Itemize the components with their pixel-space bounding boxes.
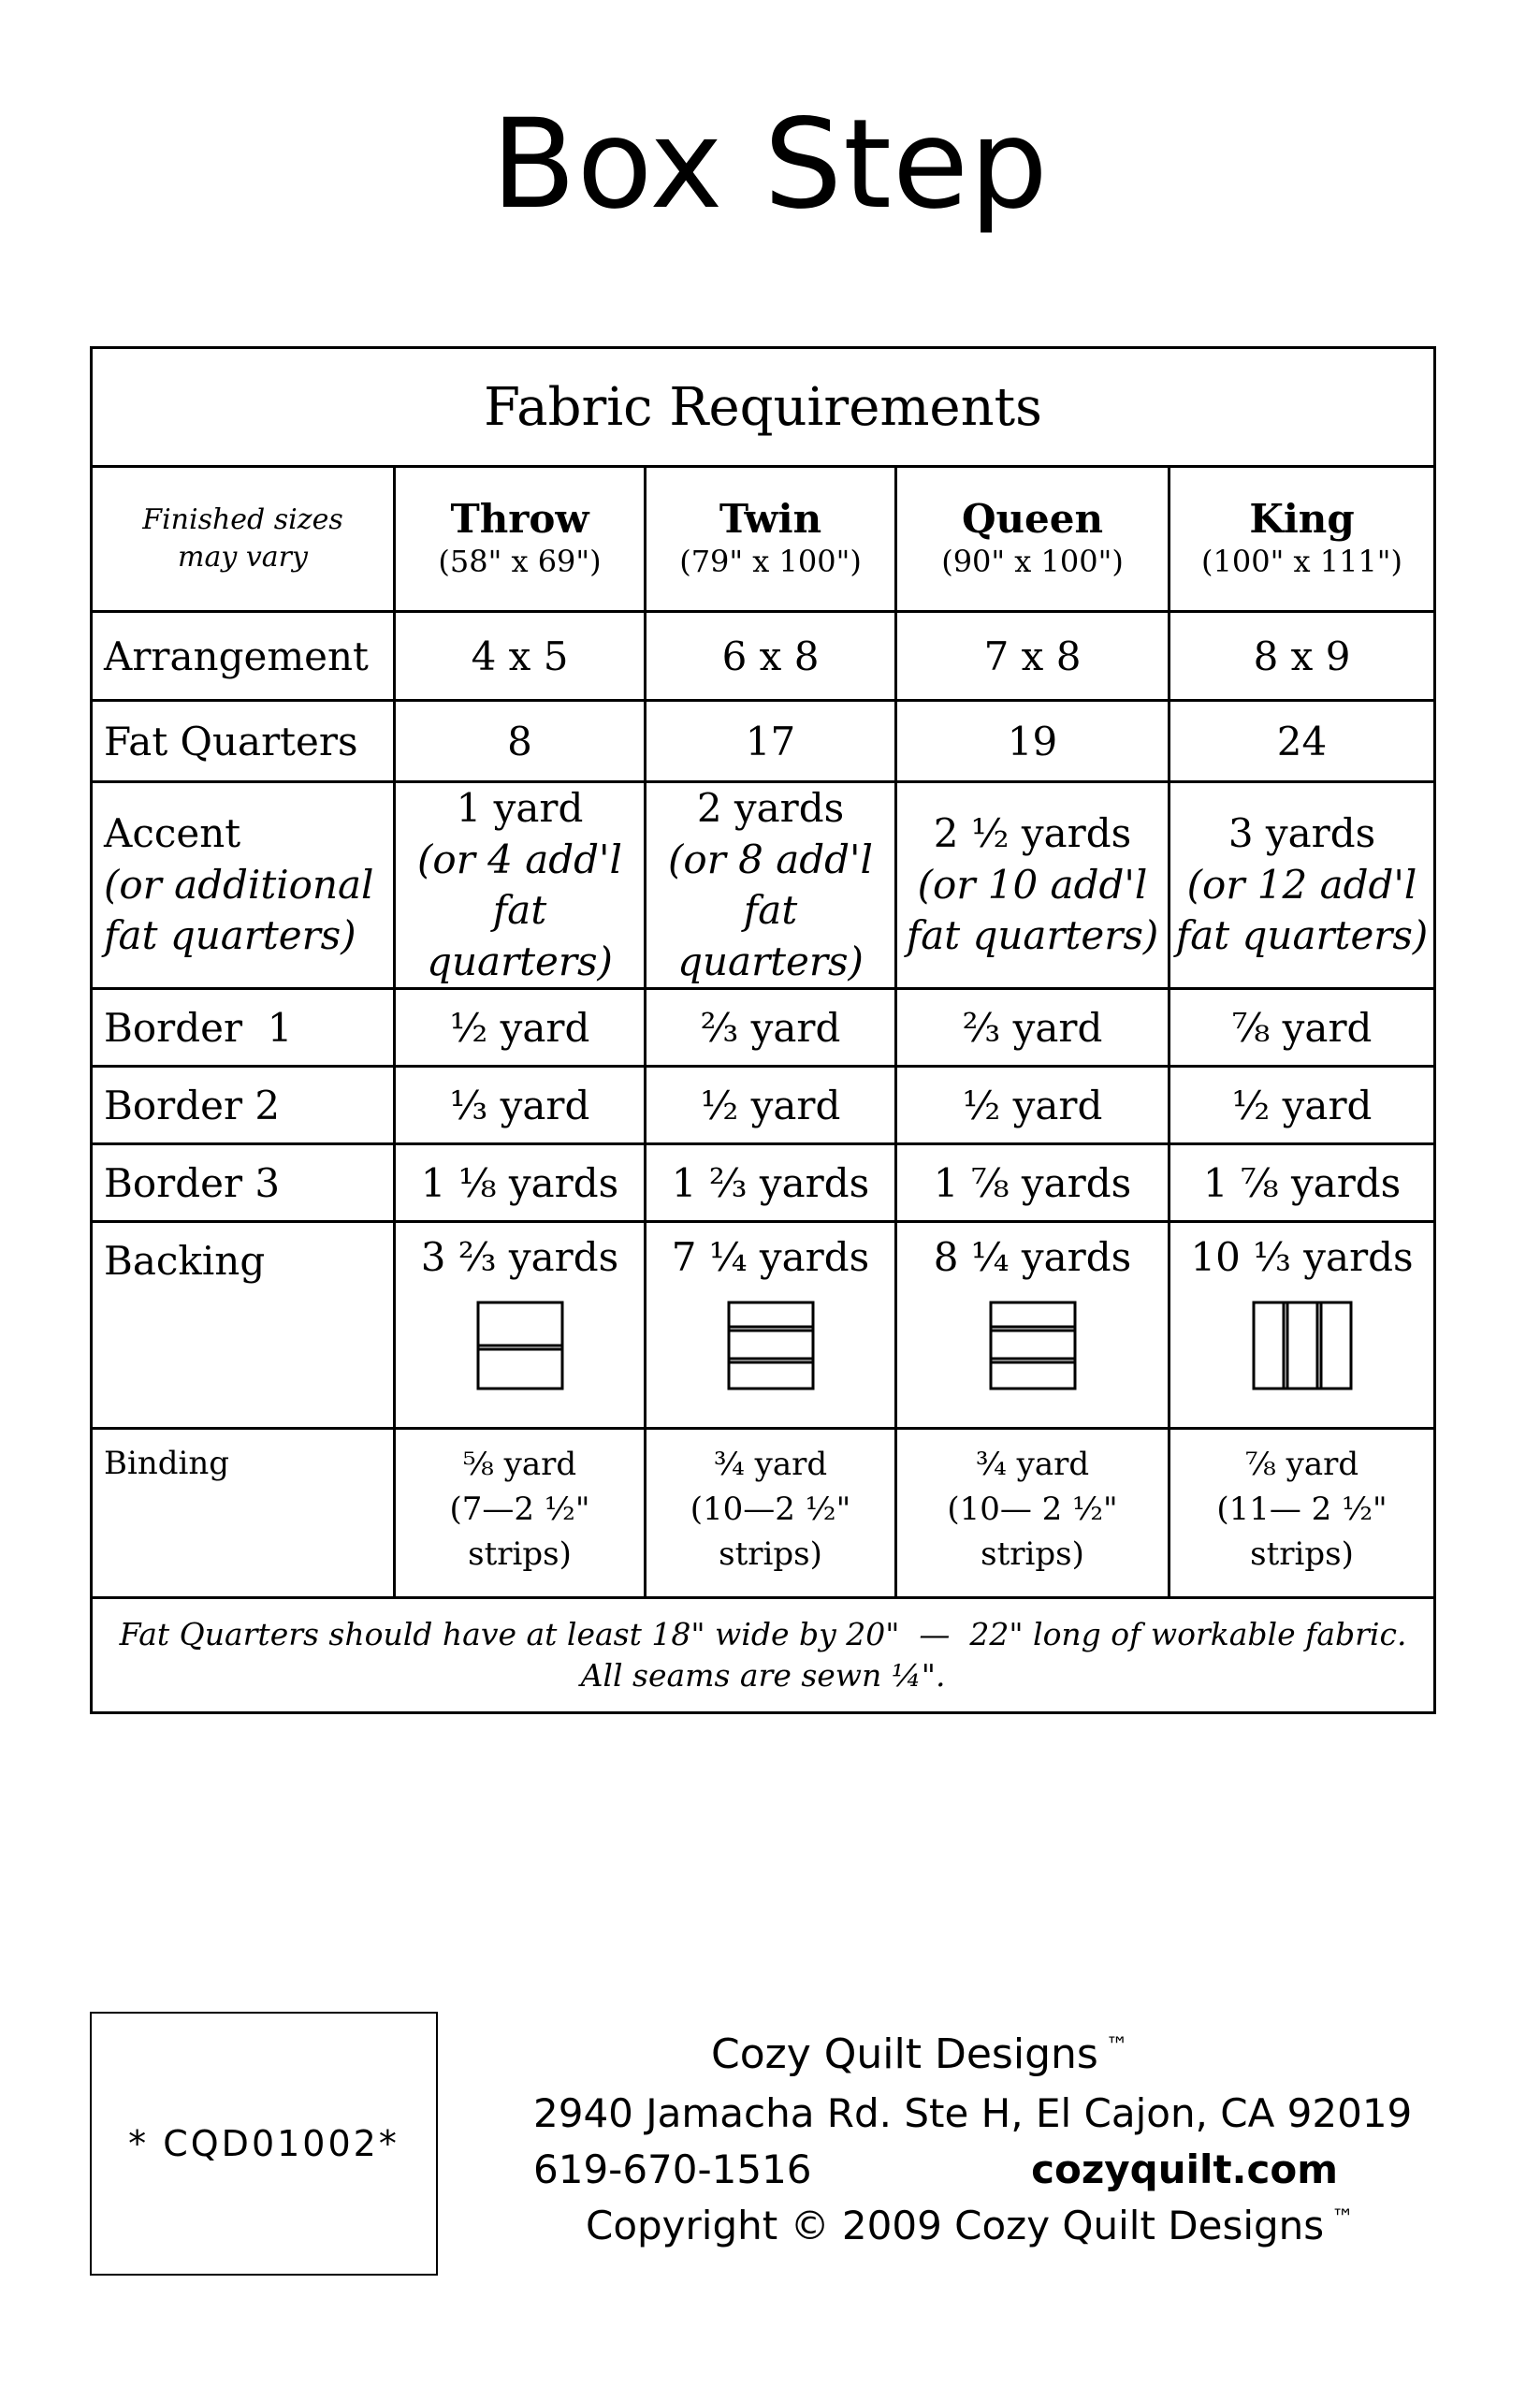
table-cell: ½ yard xyxy=(896,1067,1170,1144)
table-cell: 4 x 5 xyxy=(395,612,646,701)
table-cell: 1 ⅔ yards xyxy=(646,1144,896,1222)
copyright-notice: Copyright © 2009 Cozy Quilt Designs ™ xyxy=(586,2203,1355,2248)
table-cell: ½ yard xyxy=(646,1067,896,1144)
size-throw: Throw (58" x 69") xyxy=(395,467,646,612)
table-cell: ½ yard xyxy=(1170,1067,1435,1144)
table-cell: ⅝ yard (7—2 ½" strips) xyxy=(395,1429,646,1598)
size-twin: Twin (79" x 100") xyxy=(646,467,896,612)
size-king: King (100" x 111") xyxy=(1170,467,1435,612)
table-row xyxy=(92,701,1435,782)
table-row xyxy=(92,989,1435,1067)
company-address: 2940 Jamacha Rd. Ste H, El Cajon, CA 92019 xyxy=(533,2090,1413,2136)
company-phone: 619-670-1516 xyxy=(533,2146,812,2192)
table-footnote: Fat Quarters should have at least 18" wide by 20" — 22" long of workable fabric. All seams are sewn ¼". xyxy=(92,1598,1435,1713)
company-name: Cozy Quilt Designs ™ xyxy=(711,2030,1128,2078)
table-cell: 3 yards (or 12 add'l fat quarters) xyxy=(1170,782,1435,989)
row-label: Backing xyxy=(92,1222,395,1429)
table-cell: 2 ½ yards (or 10 add'l fat quarters) xyxy=(896,782,1170,989)
table-heading: Fabric Requirements xyxy=(92,348,1435,467)
row-label: Binding xyxy=(92,1429,395,1598)
backing-three-panel-icon xyxy=(727,1301,815,1390)
row-label: Accent (or additional fat quarters) xyxy=(92,782,395,989)
row-label: Fat Quarters xyxy=(92,701,395,782)
table-cell: 1 ⅞ yards xyxy=(896,1144,1170,1222)
table-row xyxy=(92,1222,1435,1429)
backing-three-panel-icon xyxy=(989,1301,1077,1390)
table-cell: 1 ⅛ yards xyxy=(395,1144,646,1222)
backing-vertical-panel-icon xyxy=(1252,1301,1353,1390)
fabric-requirements-table xyxy=(90,346,1436,1714)
table-cell: ⅞ yard (11— 2 ½" strips) xyxy=(1170,1429,1435,1598)
row-label: Border 2 xyxy=(92,1067,395,1144)
table-row xyxy=(92,612,1435,701)
table-cell: 17 xyxy=(646,701,896,782)
table-cell: ¾ yard (10—2 ½" strips) xyxy=(646,1429,896,1598)
pattern-title: Box Step xyxy=(491,93,1049,237)
finished-sizes-note: Finished sizes may vary xyxy=(92,467,395,612)
table-cell: ¾ yard (10— 2 ½" strips) xyxy=(896,1429,1170,1598)
table-row xyxy=(92,1067,1435,1144)
table-cell: 10 ⅓ yards xyxy=(1170,1222,1435,1429)
table-cell: ⅞ yard xyxy=(1170,989,1435,1067)
backing-two-panel-icon xyxy=(476,1301,564,1390)
barcode-label xyxy=(90,2012,438,2276)
table-row xyxy=(92,1429,1435,1598)
table-cell: 24 xyxy=(1170,701,1435,782)
table-cell: ⅓ yard xyxy=(395,1067,646,1144)
table-cell: ⅔ yard xyxy=(896,989,1170,1067)
table-cell: 1 yard (or 4 add'l fat quarters) xyxy=(395,782,646,989)
table-cell: 3 ⅔ yards xyxy=(395,1222,646,1429)
table-cell: 2 yards (or 8 add'l fat quarters) xyxy=(646,782,896,989)
barcode-text: * CQD01002* xyxy=(128,2123,400,2164)
table-cell: 7 x 8 xyxy=(896,612,1170,701)
company-website[interactable]: cozyquilt.com xyxy=(1031,2146,1338,2192)
table-row xyxy=(92,782,1435,989)
table-cell: 8 ¼ yards xyxy=(896,1222,1170,1429)
table-cell: 7 ¼ yards xyxy=(646,1222,896,1429)
table-cell: 8 x 9 xyxy=(1170,612,1435,701)
table-cell: 1 ⅞ yards xyxy=(1170,1144,1435,1222)
table-cell: 6 x 8 xyxy=(646,612,896,701)
row-label: Border 3 xyxy=(92,1144,395,1222)
row-label: Border 1 xyxy=(92,989,395,1067)
table-cell: 8 xyxy=(395,701,646,782)
table-row xyxy=(92,1144,1435,1222)
table-cell: 19 xyxy=(896,701,1170,782)
size-queen: Queen (90" x 100") xyxy=(896,467,1170,612)
table-cell: ⅔ yard xyxy=(646,989,896,1067)
row-label: Arrangement xyxy=(92,612,395,701)
table-cell: ½ yard xyxy=(395,989,646,1067)
